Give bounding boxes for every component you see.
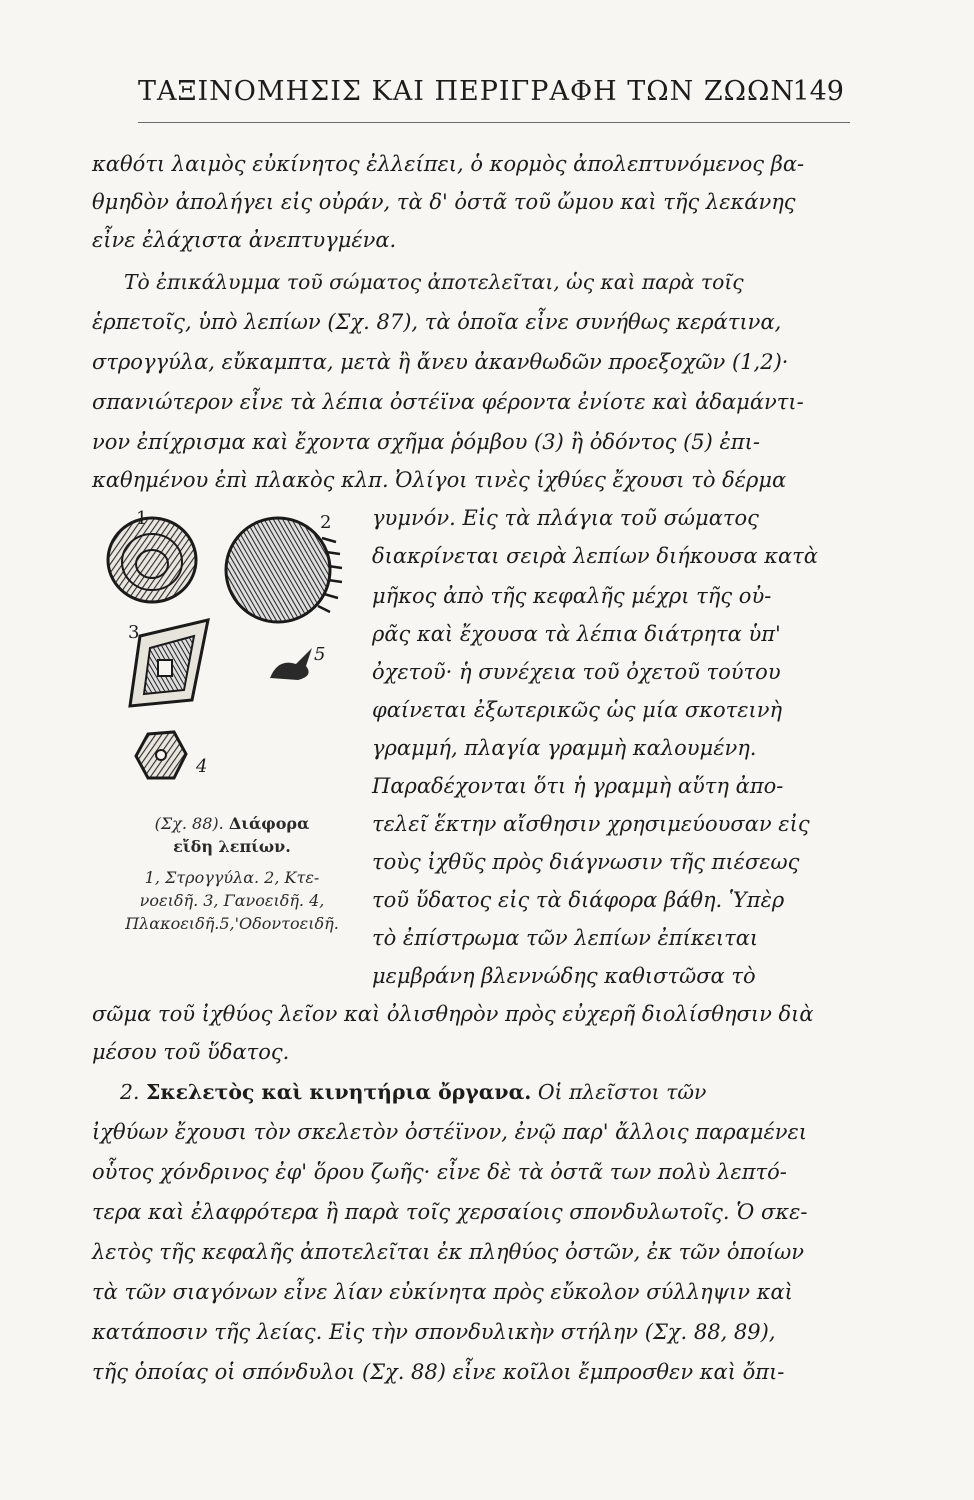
caption-line: 1, Στρογγύλα. 2, Κτε-: [144, 868, 320, 887]
header-rule: [138, 122, 850, 123]
text-line: Τὸ ἐπικάλυμμα τοῦ σώματος ἀποτελεῖται, ὡς καὶ παρὰ τοῖς: [124, 270, 744, 294]
scale-figure: [100, 508, 360, 848]
text-line: ἑρπετοῖς, ὑπὸ λεπίων (Σχ. 87), τὰ ὁποῖα εἶνε συνήθως κεράτινα,: [92, 310, 782, 334]
text-line: νον ἐπίχρισμα καὶ ἔχοντα σχῆμα ῥόμβου (3) ἢ ὀδόντος (5) ἐπι-: [92, 430, 760, 454]
figure-number-3: 3: [128, 622, 140, 643]
text-line: μῆκος ἀπὸ τῆς κεφαλῆς μέχρι τῆς οὐ-: [372, 584, 772, 608]
running-header: [138, 76, 850, 120]
text-line: τοῦ ὕδατος εἰς τὰ διάφορα βάθη. Ὑπὲρ: [372, 888, 785, 912]
header-title: ΤΑΞΙΝΟΜΗΣΙΣ ΚΑΙ ΠΕΡΙΓΡΑΦΗ ΤΩΝ ΖΩΩΝ: [138, 76, 795, 107]
caption-ref: (Σχ. 88).: [154, 814, 224, 833]
text-line: γυμνόν. Εἰς τὰ πλάγια τοῦ σώματος: [372, 506, 759, 530]
text-line: μεμβράνη βλεννώδης καθιστῶσα τὸ: [372, 964, 756, 988]
text-line: λετὸς τῆς κεφαλῆς ἀποτελεῖται ἐκ πληθύος ὀστῶν, ἐκ τῶν ὁποίων: [92, 1240, 805, 1264]
caption-title-b: εἴδη λεπίων.: [173, 837, 291, 856]
text-line: τὰ τῶν σιαγόνων εἶνε λίαν εὐκίνητα πρὸς εὔκολον σύλληψιν καὶ: [92, 1280, 793, 1304]
text-line: ὀχετοῦ· ἡ συνέχεια τοῦ ὀχετοῦ τούτου: [372, 660, 781, 684]
text-line: ἰχθύων ἔχουσι τὸν σκελετὸν ὀστέϊνον, ἐνῷ παρ' ἄλλοις παραμένει: [92, 1120, 807, 1144]
text-line: κατάποσιν τῆς λείας. Εἰς τὴν σπονδυλικὴν στήλην (Σχ. 88, 89),: [92, 1320, 776, 1344]
text-line: καθότι λαιμὸς εὐκίνητος ἐλλείπει, ὁ κορμὸς ἀπολεπτυνόμενος βα-: [92, 152, 805, 176]
cycloid-scale-1: [108, 518, 196, 602]
text-line: θμηδὸν ἀπολήγει εἰς οὐράν, τὰ δ' ὀστᾶ τοῦ ὤμου καὶ τῆς λεκάνης: [92, 190, 796, 214]
text-line: εἶνε ἐλάχιστα ἀνεπτυγμένα.: [92, 228, 397, 252]
section-number: 2.: [120, 1080, 140, 1104]
text-line: στρογγύλα, εὔκαμπτα, μετὰ ἢ ἄνευ ἀκανθωδῶν προεξοχῶν (1,2)·: [92, 350, 789, 374]
text-line: τελεῖ ἕκτην αἴσθησιν χρησιμεύουσαν εἰς: [372, 812, 810, 836]
text-line: ρᾶς καὶ ἔχουσα τὰ λέπια διάτρητα ὑπ': [372, 622, 781, 646]
figure-number-4: 4: [196, 756, 208, 777]
text-line: τῆς ὁποίας οἱ σπόνδυλοι (Σχ. 88) εἶνε κοῖλοι ἔμπροσθεν καὶ ὄπι-: [92, 1360, 785, 1384]
text-line: Παραδέχονται ὅτι ἡ γραμμὴ αὕτη ἀπο-: [372, 774, 784, 798]
text-line: τερα καὶ ἐλαφρότερα ἢ παρὰ τοῖς χερσαίοις σπονδυλωτοῖς. Ὁ σκε-: [92, 1200, 808, 1224]
section-title: Σκελετὸς καὶ κινητήρια ὄργανα.: [145, 1080, 532, 1104]
text-line: φαίνεται ἐξωτερικῶς ὡς μία σκοτεινὴ: [372, 698, 783, 722]
section-heading-line: [120, 1076, 880, 1108]
text-line: σῶμα τοῦ ἰχθύος λεῖον καὶ ὀλισθηρὸν πρὸς εὐχερῆ διολίσθησιν διὰ: [92, 1002, 814, 1026]
page-number: 149: [792, 76, 844, 107]
caption-line: Πλακοειδῆ.5,'Οδοντοειδῆ.: [125, 914, 339, 933]
odontoid-scale-5: [270, 648, 312, 680]
ganoid-scale-3: [130, 620, 208, 706]
text-line: οὗτος χόνδρινος ἐφ' ὅρου ζωῆς· εἶνε δὲ τὰ ὀστᾶ των πολὺ λεπτό-: [92, 1160, 787, 1184]
figure-caption: [102, 812, 362, 935]
caption-title-a: Διάφορα: [228, 814, 310, 833]
figure-number-5: 5: [314, 644, 326, 665]
figure-number-1: 1: [136, 508, 148, 529]
text-line: τὸ ἐπίστρωμα τῶν λεπίων ἐπίκειται: [372, 926, 759, 950]
text-line: καθημένου ἐπὶ πλακὸς κλπ. Ὀλίγοι τινὲς ἰχθύες ἔχουσι τὸ δέρμα: [92, 468, 787, 492]
text-line: διακρίνεται σειρὰ λεπίων διήκουσα κατὰ: [372, 544, 818, 568]
ctenoid-scale-2: [226, 518, 342, 622]
text-line: μέσου τοῦ ὕδατος.: [92, 1040, 290, 1064]
figure-number-2: 2: [320, 512, 332, 533]
text-line: γραμμή, πλαγία γραμμὴ καλουμένη.: [372, 736, 757, 760]
text-fragment: Οἱ πλεῖστοι τῶν: [537, 1080, 707, 1104]
caption-line: νοειδῆ. 3, Γανοειδῆ. 4,: [139, 891, 325, 910]
text-line: τοὺς ἰχθῦς πρὸς διάγνωσιν τῆς πιέσεως: [372, 850, 800, 874]
placoid-scale-4: [136, 732, 186, 778]
text-line: σπανιώτερον εἶνε τὰ λέπια ὀστέϊνα φέροντα ἐνίοτε καὶ ἀδαμάντι-: [92, 390, 804, 414]
